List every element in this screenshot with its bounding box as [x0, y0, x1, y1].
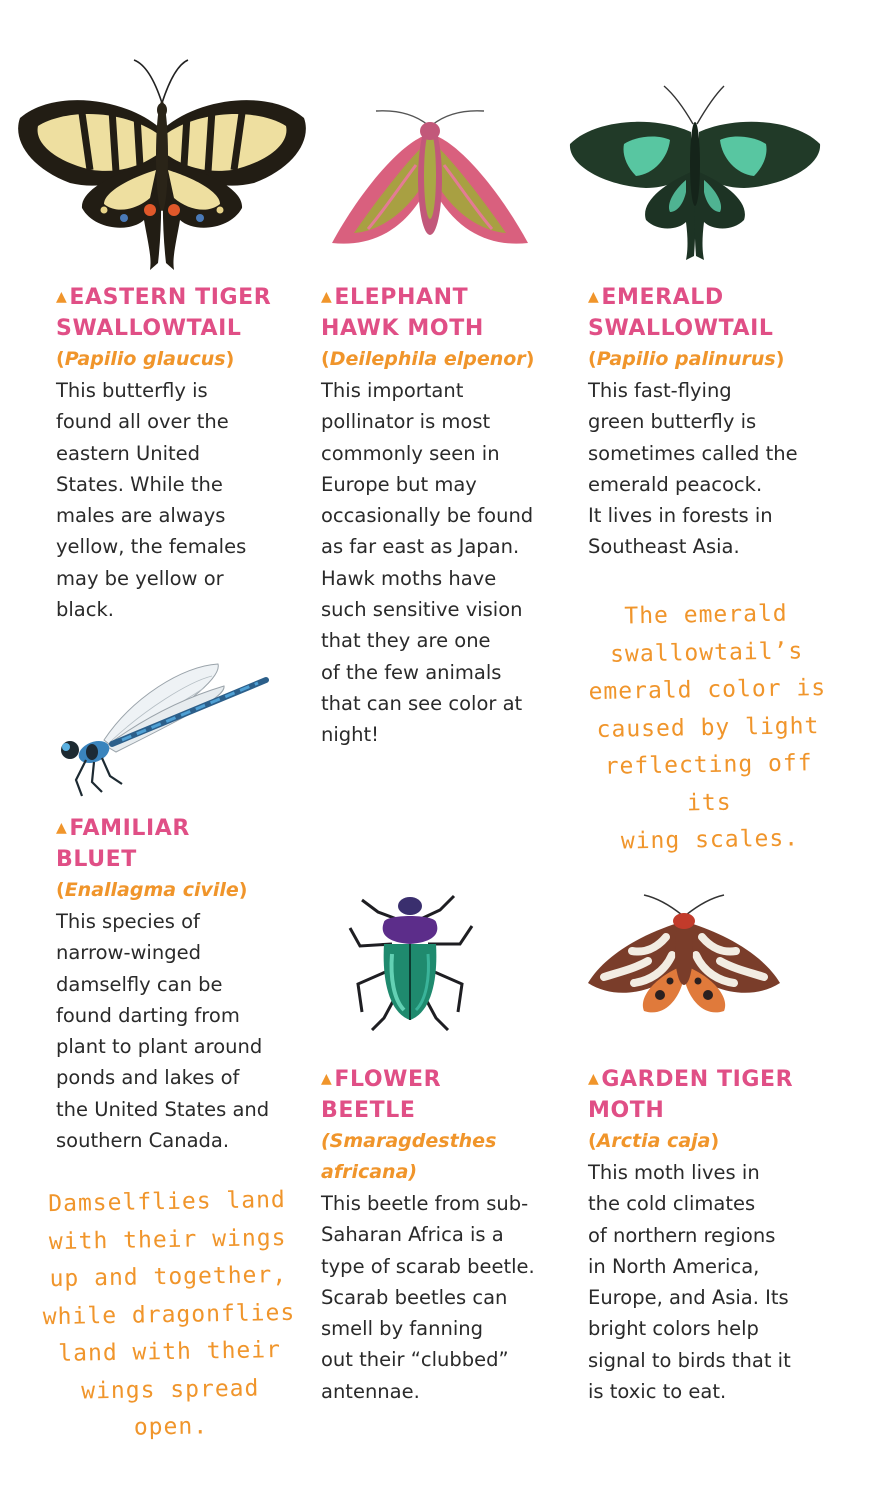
emerald-fact-note: The emerald swallowtail’s emerald color is caused by light reflecting off its wing scales. — [588, 600, 827, 855]
entry-title: ▲FAMILIAR BLUET — [56, 816, 190, 872]
scientific-name: (Smaragdesthes — [321, 1130, 497, 1152]
entry-description: This important pollinator is most commonly seen in Europe but may occasionally be found as far east as Japan. Hawk moths have such sensitive vision that they are one of the few animals that can see color at night! — [321, 379, 534, 747]
entry-garden-tiger-moth — [588, 1064, 838, 1407]
arrow-up-icon: ▲ — [56, 820, 68, 836]
hawk-moth-icon — [328, 105, 533, 255]
arrow-up-icon: ▲ — [56, 289, 68, 305]
damselfly-fact-note: Damselflies land with their wings up and together, while dragonflies land with their wings spread open. — [42, 1186, 296, 1441]
entry-title: ▲ELEPHANT HAWK MOTH — [321, 285, 484, 341]
arrow-up-icon: ▲ — [588, 1071, 600, 1087]
entry-description: This species of narrow-winged damselfly can be found darting from plant to plant around ponds and lakes of the United States and southern Canada. — [56, 910, 270, 1153]
entry-description: This beetle from sub- Saharan Africa is a type of scarab beetle. Scarab beetles can smell by fanning out their “clubbed” antennae. — [321, 1192, 535, 1403]
entry-description: This fast-flying green butterfly is sometimes called the emerald peacock. It lives in forests in Southeast Asia. — [588, 379, 798, 559]
entry-title: ▲EMERALD SWALLOWTAIL — [588, 285, 774, 341]
arrow-up-icon: ▲ — [321, 289, 333, 305]
beetle-icon — [332, 888, 487, 1031]
scientific-name: (Papilio palinurus) — [588, 348, 785, 370]
entry-title: ▲EASTERN TIGER SWALLOWTAIL — [56, 285, 272, 341]
scientific-name: (Enallagma civile) — [56, 879, 248, 901]
scientific-name-continued: africana) — [321, 1161, 418, 1183]
swallowtail-butterfly-icon — [12, 58, 312, 273]
arrow-up-icon: ▲ — [321, 1071, 333, 1087]
entry-description: This moth lives in the cold climates of northern regions in North America, Europe, and Asia. Its bright colors help signal to birds that it is toxic to eat. — [588, 1161, 791, 1404]
scientific-name: (Deilephila elpenor) — [321, 348, 535, 370]
damselfly-icon — [52, 658, 274, 803]
entry-flower-beetle — [321, 1064, 571, 1407]
scientific-name: (Arctia caja) — [588, 1130, 720, 1152]
entry-elephant-hawk-moth — [321, 282, 571, 751]
tiger-moth-icon — [586, 893, 782, 1019]
entry-familiar-bluet — [56, 813, 306, 1156]
arrow-up-icon: ▲ — [588, 289, 600, 305]
entry-emerald-swallowtail — [588, 282, 838, 563]
entry-description: This butterfly is found all over the eastern United States. While the males are always yellow, the females may be yellow or black. — [56, 379, 247, 622]
entry-title: ▲FLOWER BEETLE — [321, 1067, 442, 1123]
entry-title: ▲GARDEN TIGER MOTH — [588, 1067, 794, 1123]
emerald-butterfly-icon — [566, 80, 824, 262]
scientific-name: (Papilio glaucus) — [56, 348, 235, 370]
entry-eastern-tiger-swallowtail — [56, 282, 306, 625]
